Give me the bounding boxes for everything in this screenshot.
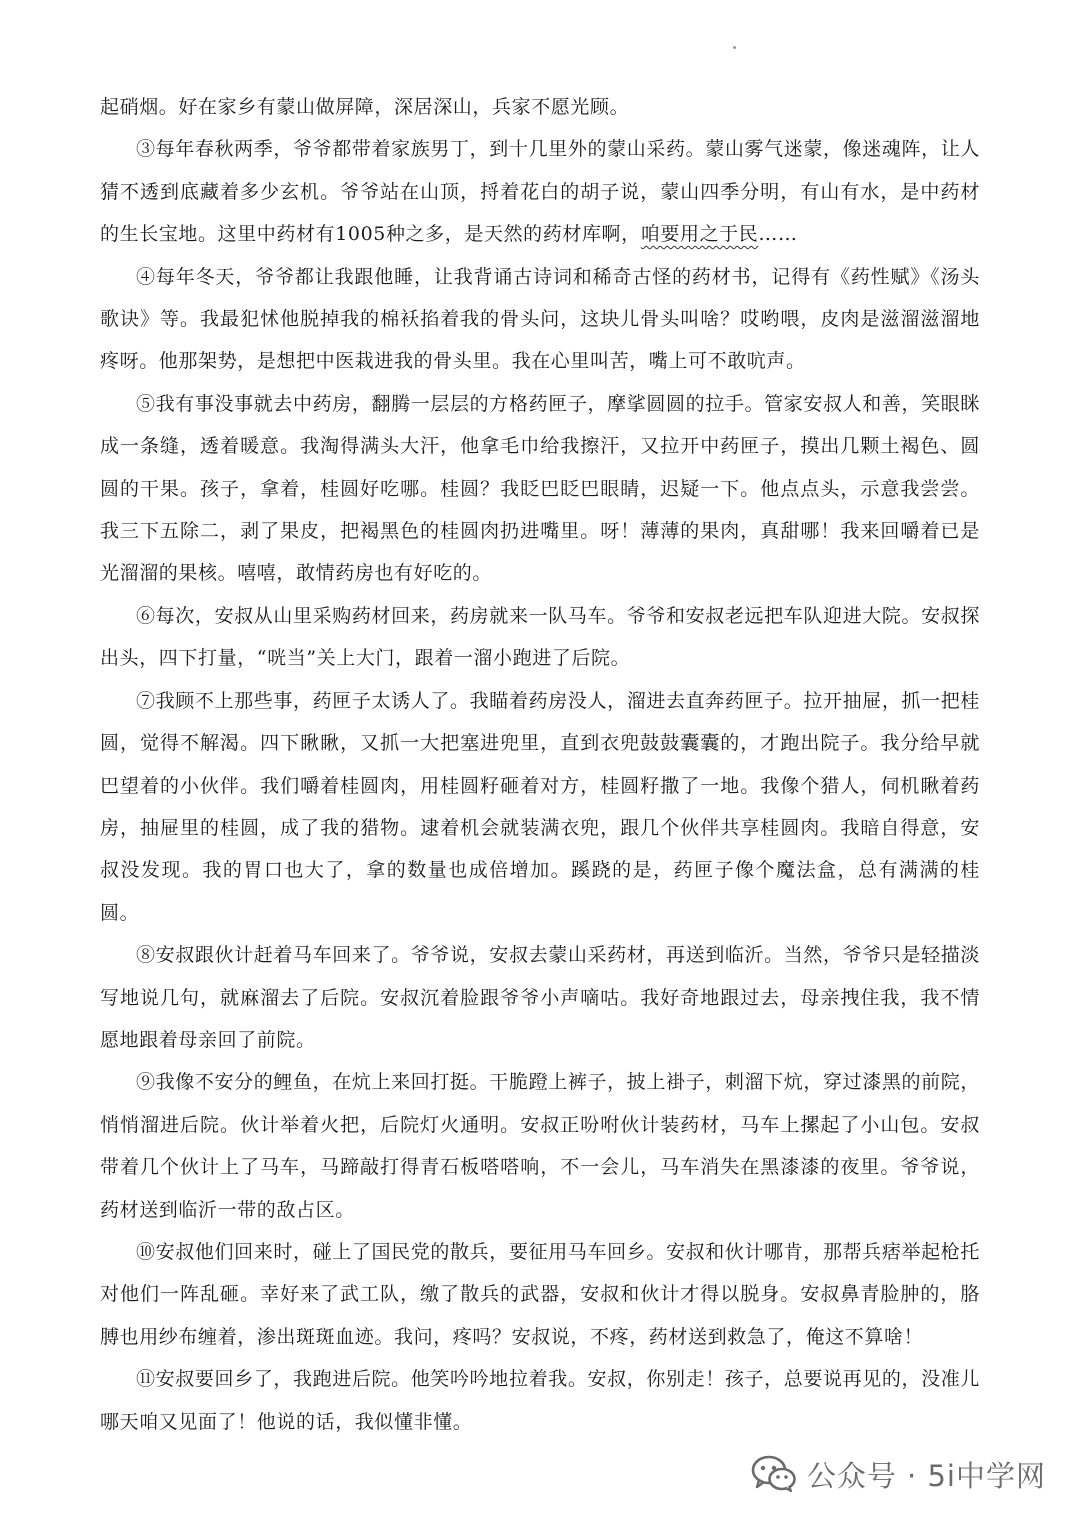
paragraph-continuation: 起硝烟。好在家乡有蒙山做屏障，深居深山，兵家不愿光顾。	[100, 96, 630, 118]
paragraph-10: ⑩安叔他们回来时，碰上了国民党的散兵，要征用马车回乡。安叔和伙计哪肯，那帮兵痞举起枪托对他们一阵乱砸。幸好来了武工队，缴了散兵的武器，安叔和伙计才得以脱身。安叔鼻青脸肿的，胳膊也用纱布缠着，渗出斑斑血迹。我问，疼吗？安叔说，不疼，药材送到救急了，俺这不算啥！	[100, 1240, 980, 1348]
article-body	[100, 86, 980, 1443]
paragraph-5: ⑤我有事没事就去中药房，翻腾一层层的方格药匣子，摩挲圆圆的拉手。管家安叔人和善，笑眼眯成一条缝，透着暖意。我淘得满头大汗，他拿毛巾给我擦汗，又拉开中药匣子，摸出几颗土褐色、圆圆的干果。孩子，拿着，桂圆好吃哪。桂圆？我眨巴眨巴眼睛，迟疑一下。他点点头，示意我尝尝。我三下五除二，剥了果皮，把褐黑色的桂圆肉扔进嘴里。呀！薄薄的果肉，真甜哪！我来回嚼着已是光溜溜的果核。嘻嘻，敢情药房也有好吃的。	[100, 392, 980, 585]
paragraph-3-ellipsis: ……	[758, 223, 798, 246]
paragraph-4: ④每年冬天，爷爷都让我跟他睡，让我背诵古诗词和稀奇古怪的药材书，记得有《药性赋》《汤头歌诀》等。我最犯怵他脱掉我的棉袄掐着我的骨头问，这块儿骨头叫啥？哎哟喂，皮肉是滋溜滋溜地疼呀。他那架势，是想把中医栽进我的骨头里。我在心里叫苦，嘴上可不敢吭声。	[100, 265, 980, 373]
paragraph-6: ⑥每次，安叔从山里采购药材回来，药房就来一队马车。爷爷和安叔老远把车队迎进大院。安叔探出头，四下打量，“咣当”关上大门，跟着一溜小跑进了后院。	[100, 604, 980, 670]
paragraph-9: ⑨我像不安分的鲤鱼，在炕上来回打挺。干脆蹬上裤子，披上褂子，刺溜下炕，穿过漆黑的前院，悄悄溜进后院。伙计举着火把，后院灯火通明。安叔正吩咐伙计装药材，马车上摞起了小山包。安叔带着几个伙计上了马车，马蹄敲打得青石板嗒嗒响，不一会儿，马车消失在黑漆漆的夜里。爷爷说，药材送到临沂一带的敌占区。	[100, 1071, 980, 1221]
watermark-text: 公众号 · 5i中学网	[806, 1458, 1046, 1493]
paragraph-3-text: ③每年春秋两季，爷爷都带着家族男丁，到十几里外的蒙山采药。蒙山雾气迷蒙，像迷魂阵，让人猜不透到底藏着多少玄机。爷爷站在山顶，捋着花白的胡子说，蒙山四季分明，有山有水，是中药材的生长宝地。这里中药材有1005种之多，是天然的药材库啊，	[100, 138, 980, 246]
paragraph-11: ⑪安叔要回乡了，我跑进后院。他笑吟吟地拉着我。安叔，你别走！孩子，总要说再见的，没准儿哪天咱又见面了！他说的话，我似懂非懂。	[100, 1368, 980, 1433]
wechat-icon	[751, 1455, 797, 1493]
page-dot	[733, 46, 736, 49]
wavy-underlined-phrase: 咱要用之于民	[640, 223, 759, 246]
wechat-watermark	[751, 1446, 1046, 1502]
paragraph-3	[100, 128, 980, 255]
paragraph-7: ⑦我顾不上那些事，药匣子太诱人了。我瞄着药房没人，溜进去直奔药匣子。拉开抽屉，抓一把桂圆，觉得不解渴。四下瞅瞅，又抓一大把塞进兜里，直到衣兜鼓鼓囊囊的，才跑出院子。我分给早就巴望着的小伙伴。我们嚼着桂圆肉，用桂圆籽砸着对方，桂圆籽撒了一地。我像个猎人，伺机瞅着药房，抽屉里的桂圆，成了我的猎物。逮着机会就装满衣兜，跟几个伙伴共享桂圆肉。我暗自得意，安叔没发现。我的胃口也大了，拿的数量也成倍增加。蹊跷的是，药匣子像个魔法盒，总有满满的桂圆。	[100, 689, 980, 924]
paragraph-8: ⑧安叔跟伙计赶着马车回来了。爷爷说，安叔去蒙山采药材，再送到临沂。当然，爷爷只是轻描淡写地说几句，就麻溜去了后院。安叔沉着脸跟爷爷小声嘀咕。我好奇地跟过去，母亲拽住我，我不情愿地跟着母亲回了前院。	[100, 944, 980, 1051]
